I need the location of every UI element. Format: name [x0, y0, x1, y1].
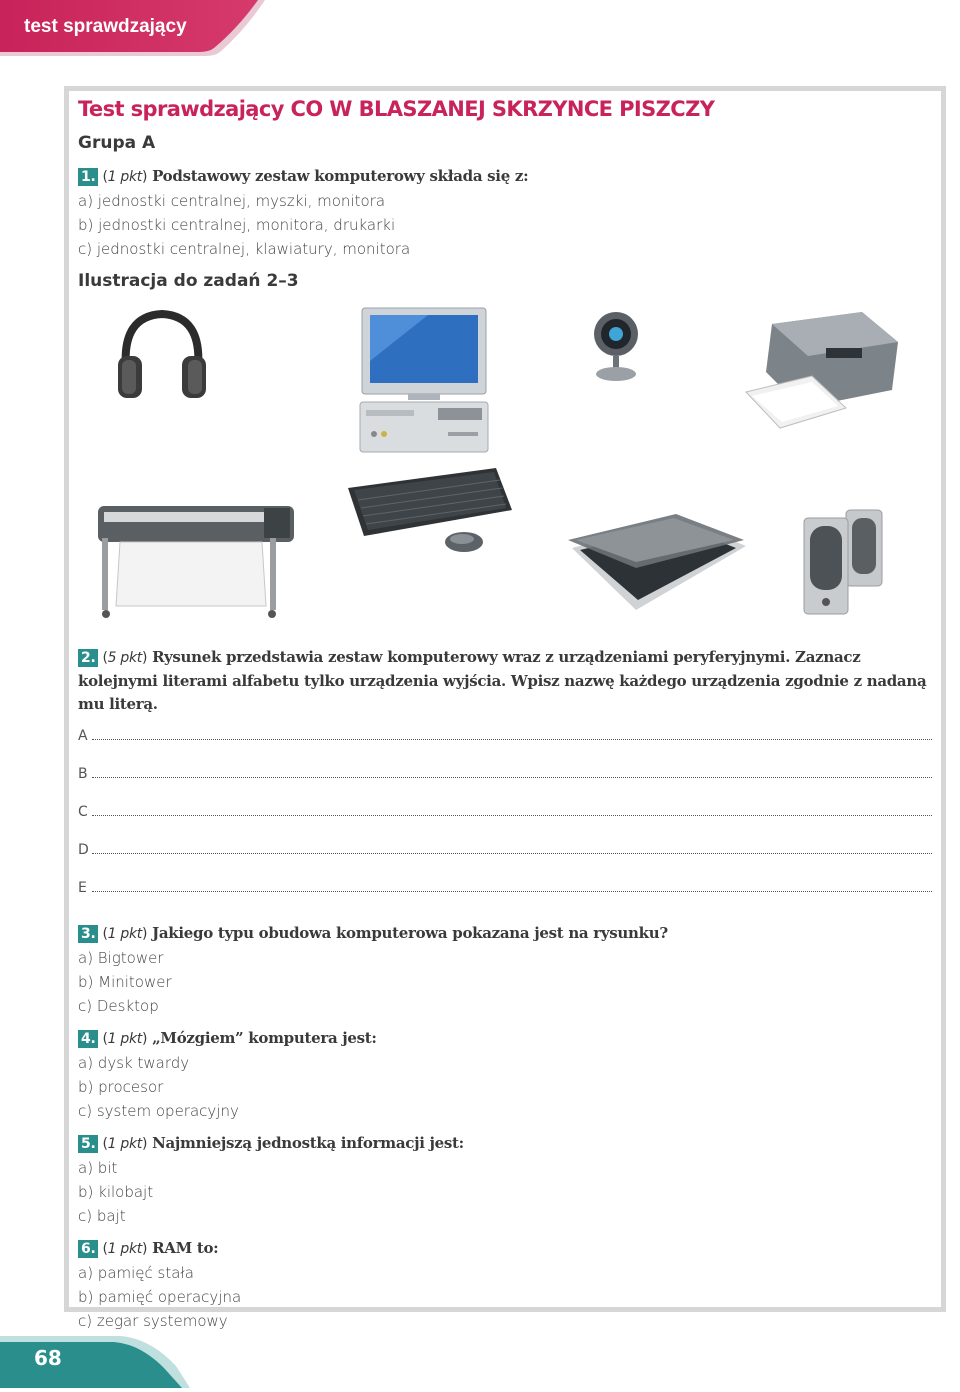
question-3: 3. (1 pkt) Jakiego typu obudowa komputerowa pokazana jest na rysunku?: [78, 922, 934, 946]
test-content: [78, 94, 934, 292]
question-number: 6.: [78, 1240, 98, 1258]
answer-option[interactable]: c) Desktop: [78, 997, 159, 1015]
answer-option[interactable]: c) bajt: [78, 1207, 126, 1225]
headphones-icon: [112, 308, 212, 400]
answer-option[interactable]: b) pamięć operacyjna: [78, 1288, 242, 1306]
answer-option[interactable]: a) dysk twardy: [78, 1054, 190, 1072]
points: 1 pkt: [107, 926, 142, 942]
dotted-line: [92, 815, 932, 816]
points: 1 pkt: [107, 169, 142, 185]
question-5: 5. (1 pkt) Najmniejszą jednostką informacji jest:: [78, 1132, 934, 1156]
question-number: 5.: [78, 1135, 98, 1153]
dotted-line: [92, 739, 932, 740]
answer-blank[interactable]: [78, 728, 934, 766]
question-number: 2.: [78, 649, 98, 667]
header-title: test sprawdzający: [24, 16, 187, 37]
question-text: Jakiego typu obudowa komputerowa pokazana jest na rysunku?: [152, 924, 668, 942]
scanner-icon: [566, 510, 750, 614]
plotter-icon: [94, 498, 298, 622]
page-number: 68: [34, 1346, 62, 1370]
dotted-line: [92, 891, 932, 892]
answer-option[interactable]: c) jednostki centralnej, klawiatury, monitora: [78, 240, 411, 258]
question-number: 3.: [78, 925, 98, 943]
blank-letter: C: [78, 804, 88, 820]
answer-option[interactable]: b) kilobajt: [78, 1183, 154, 1201]
question-2: 2. (5 pkt) Rysunek przedstawia zestaw komputerowy wraz z urządzeniami peryferyjnymi. Zaznacz kolejnymi literami alfabetu tylko urządzenia wyjścia. Wpisz nazwę każdego urządzenia zgodnie z nadaną mu literą.: [78, 648, 927, 713]
test-content-lower: [78, 646, 934, 1333]
answer-blank[interactable]: [78, 880, 934, 918]
points: 1 pkt: [107, 1031, 142, 1047]
blank-letter: D: [78, 842, 89, 858]
answer-option[interactable]: c) system operacyjny: [78, 1102, 239, 1120]
test-title: Test sprawdzający CO W BLASZANEJ SKRZYNCE PISZCZY: [78, 97, 715, 121]
keyboard-mouse-icon: [346, 466, 516, 556]
laser-printer-icon: [742, 312, 902, 430]
speakers-icon: [800, 506, 888, 616]
question-text: RAM to:: [152, 1239, 219, 1257]
answer-option[interactable]: c) zegar systemowy: [78, 1312, 228, 1330]
question-text: Podstawowy zestaw komputerowy składa się z:: [152, 167, 529, 185]
question-text: „Mózgiem” komputera jest:: [152, 1029, 377, 1047]
blank-letter: A: [78, 728, 88, 744]
points: 1 pkt: [107, 1136, 142, 1152]
answer-blank[interactable]: [78, 842, 934, 880]
answer-option[interactable]: b) jednostki centralnej, monitora, drukarki: [78, 216, 396, 234]
page-number-tab: [0, 1330, 190, 1388]
answer-option[interactable]: b) Minitower: [78, 973, 172, 991]
question-1: 1. (1 pkt) Podstawowy zestaw komputerowy składa się z:: [78, 165, 934, 189]
dotted-line: [92, 777, 932, 778]
answer-blank[interactable]: [78, 766, 934, 804]
answer-option[interactable]: a) bit: [78, 1159, 118, 1177]
question-4: 4. (1 pkt) „Mózgiem” komputera jest:: [78, 1027, 934, 1051]
question-number: 4.: [78, 1030, 98, 1048]
answer-blank[interactable]: [78, 804, 934, 842]
webcam-icon: [588, 310, 644, 384]
group-label: Grupa A: [78, 133, 156, 153]
points: 5 pkt: [107, 650, 142, 666]
points: 1 pkt: [107, 1241, 142, 1257]
question-number: 1.: [78, 168, 98, 186]
answer-option[interactable]: a) pamięć stała: [78, 1264, 194, 1282]
answer-option[interactable]: a) Bigtower: [78, 949, 164, 967]
answer-option[interactable]: b) procesor: [78, 1078, 164, 1096]
answer-option[interactable]: a) jednostki centralnej, myszki, monitora: [78, 192, 386, 210]
desktop-computer-icon: [358, 306, 490, 454]
question-text: Najmniejszą jednostką informacji jest:: [152, 1134, 464, 1152]
dotted-line: [92, 853, 932, 854]
blank-letter: E: [78, 880, 87, 896]
illustration-heading: Ilustracja do zadań 2–3: [78, 271, 299, 291]
question-text: Rysunek przedstawia zestaw komputerowy wraz z urządzeniami peryferyjnymi. Zaznacz kolejnymi literami alfabetu tylko urządzenia wyjścia. Wpisz nazwę każdego urządzenia zgodnie z nadaną mu literą.: [78, 648, 927, 713]
question-6: 6. (1 pkt) RAM to:: [78, 1237, 934, 1261]
blank-letter: B: [78, 766, 88, 782]
